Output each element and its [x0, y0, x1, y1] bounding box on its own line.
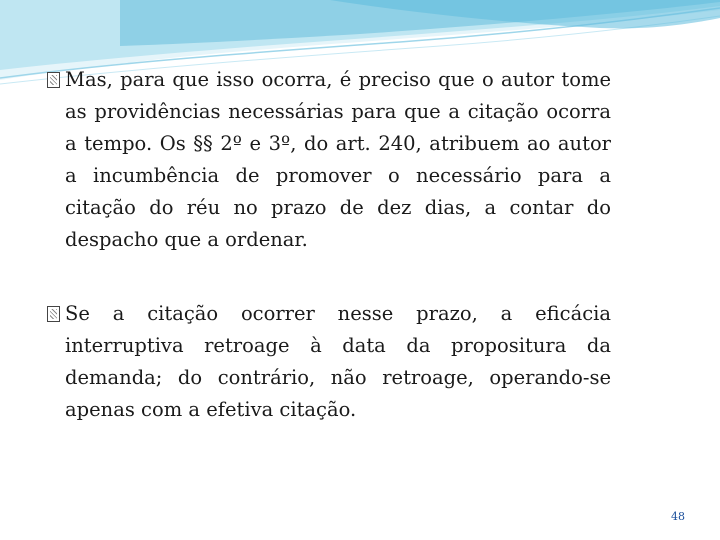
paragraph-text: Mas, para que isso ocorra, é preciso que o autor tome as providências necessárias para que a citação ocorra a tempo. Os §§ 2º e 3º, do art. 240, atribuem ao autor a incumbência de promover o necessário para a citação do réu no prazo de dez dias, a contar do despacho que a ordenar.: [65, 68, 611, 251]
bullet-paragraph-1: [47, 64, 611, 256]
paragraph-text: Se a citação ocorrer nesse prazo, a eficácia interruptiva retroage à data da propositura da demanda; do contrário, não retroage, operando-se apenas com a efetiva citação.: [65, 302, 611, 421]
bullet-paragraph-2: [47, 298, 611, 426]
bullet-box-icon: [47, 306, 60, 322]
bullet-box-icon: [47, 72, 60, 88]
slide-body: [47, 64, 611, 426]
page-number: 48: [671, 510, 685, 523]
